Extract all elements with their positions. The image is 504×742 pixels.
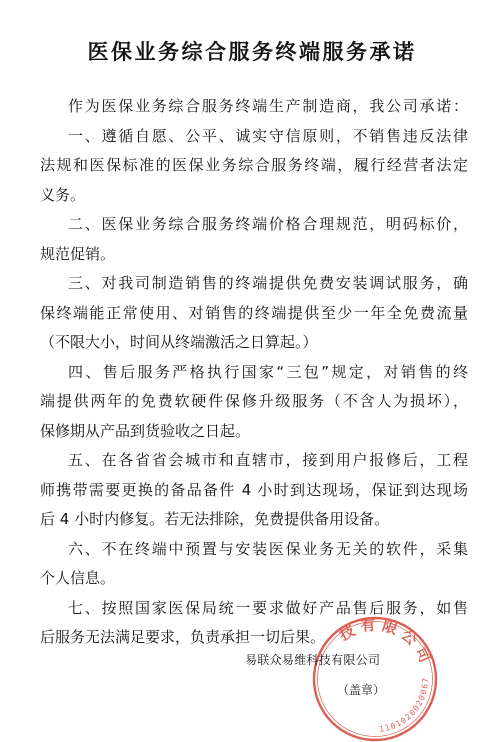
paragraph-line: 七、按照国家医保局统一要求做好产品售后服务，如售 (68, 598, 468, 617)
paragraph-line: 六、不在终端中预置与安装医保业务无关的软件，采集 (68, 539, 468, 558)
paragraph-line: 保修期从产品到货验收之日起。 (40, 421, 251, 440)
paragraph-line: 规范促销。 (40, 244, 116, 263)
paragraph-line: 端提供两年的免费软硬件保修升级服务（不含人为损坏）， (40, 392, 468, 410)
paragraph-5 (40, 446, 468, 535)
paragraph-line: 个人信息。 (40, 569, 116, 587)
paragraph-line: 法规和医保标准的医保业务综合服务终端，履行经营者法定 (40, 156, 468, 174)
paragraph-6 (40, 535, 468, 594)
seal-code-text: 1101020020067 (378, 676, 431, 734)
paragraph-line: 义务。 (40, 185, 86, 204)
paragraph-line: 五、在各省省会城市和直辖市，接到用户报修后，工程 (68, 451, 468, 469)
paragraph-line: （不限大小，时间从终端激活之日算起。） (40, 333, 318, 351)
stamp-note: （盖章） (337, 683, 386, 697)
paragraph-line: 四、售后服务严格执行国家“三包”规定，对销售的终 (68, 362, 468, 381)
document-body (40, 92, 468, 653)
svg-text:1101020020067 (379, 677, 431, 734)
paragraph-line: 作为医保业务综合服务终端生产制造商，我公司承诺： (68, 97, 468, 115)
paragraph-line: 保终端能正常使用、对销售的终端提供至少一年全免费流量 (40, 303, 468, 322)
paragraph-line: 后 4 小时内修复。若无法排除，免费提供备用设备。 (40, 510, 390, 528)
paragraph-line: 二、医保业务综合服务终端价格合理规范，明码标价， (68, 215, 468, 233)
paragraph-line: 师携带需要更换的备品备件 4 小时到达现场，保证到达现场 (40, 480, 468, 499)
signature-company: 易联众易维科技有限公司 (245, 653, 381, 667)
paragraph-intro (40, 92, 468, 122)
paragraph-line: 三、对我司制造销售的终端提供免费安装调试服务，确 (68, 274, 468, 292)
paragraph-2 (40, 210, 468, 269)
document-title: 医保业务综合服务终端服务承诺 (87, 40, 417, 64)
paragraph-7 (40, 594, 468, 653)
paragraph-1 (40, 122, 468, 211)
paragraph-line: 一、遵循自愿、公平、诚实守信原则，不销售违反法律 (68, 126, 468, 145)
seal-arc-text: 技有限公司 (336, 615, 437, 670)
paragraph-3 (40, 269, 468, 358)
paragraph-4 (40, 358, 468, 447)
paragraph-line: 后服务无法满足要求，负责承担一切后果。 (40, 628, 326, 646)
